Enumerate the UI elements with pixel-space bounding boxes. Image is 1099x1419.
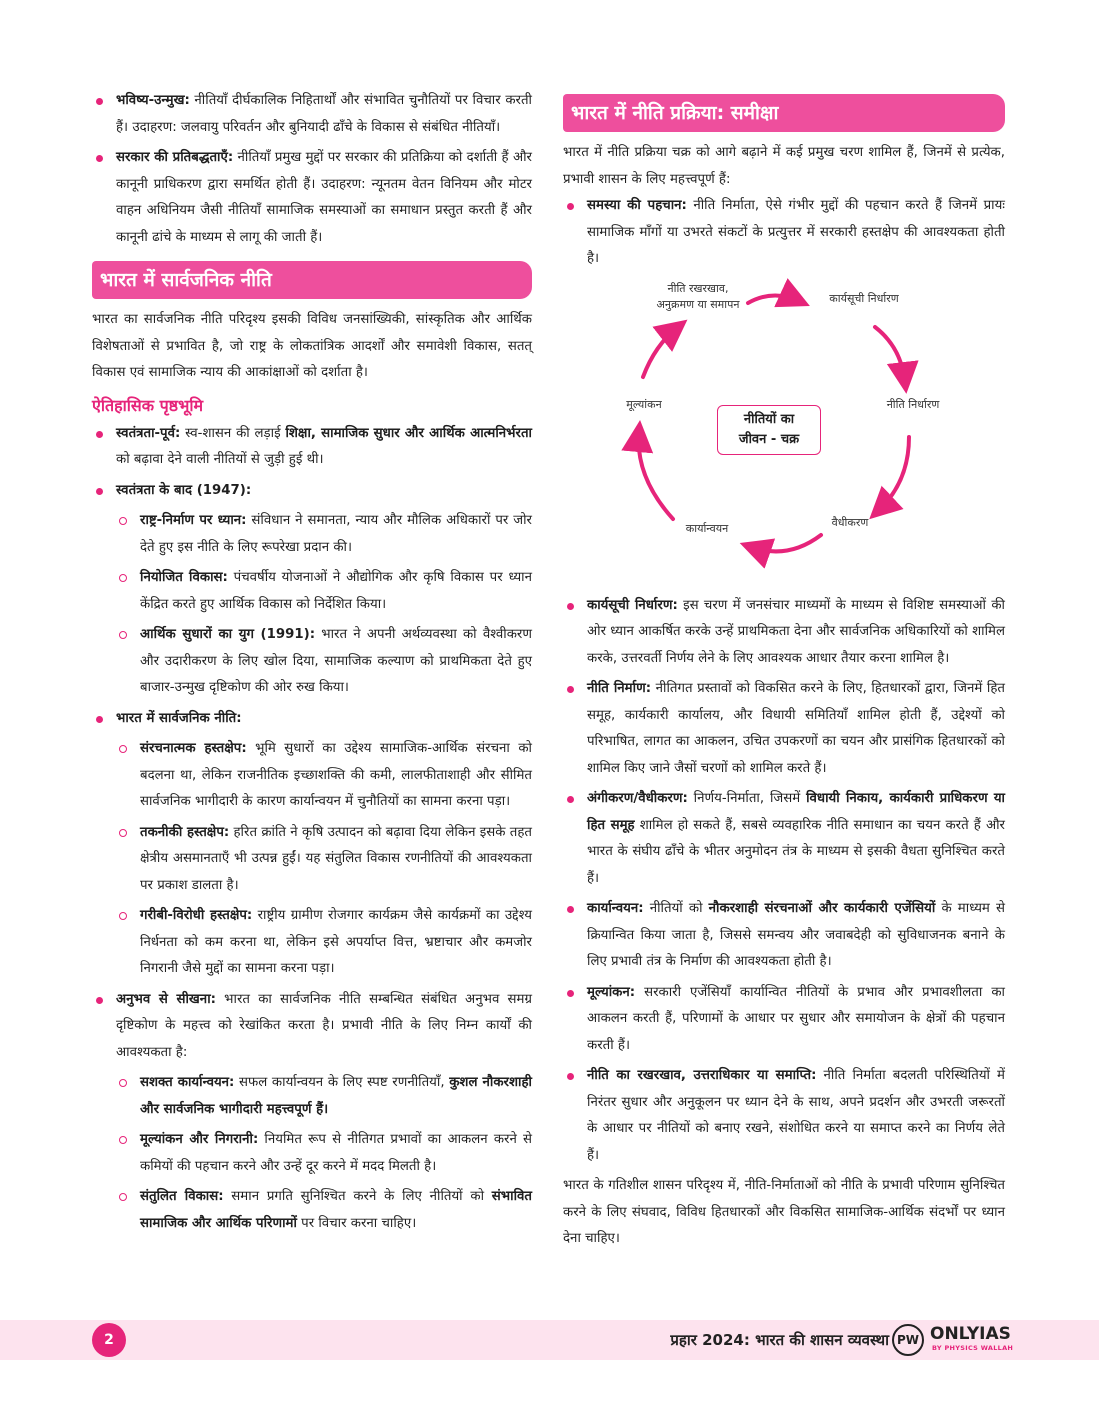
cycle-center-line: नीतियों का — [743, 411, 795, 427]
bullet-text: सरकारी एजेंसियाँ कार्यान्वित नीतियों के प्रभाव और प्रभावशीलता का आकलन करती हैं, परिणामों के आधार पर सुधार और समायोजन के क्षेत्रों की पहचान करती हैं। — [587, 984, 1005, 1053]
sub-term: तकनीकी हस्तक्षेप: — [140, 824, 230, 840]
right-column — [563, 88, 1005, 1253]
page-number: 2 — [92, 1323, 126, 1357]
sub-bullet-structural-intervention — [116, 736, 532, 816]
sub-bullet-evaluation-monitoring — [116, 1127, 532, 1180]
cycle-label-maintenance — [633, 281, 763, 313]
bullet-text: के माध्यम से क्रियान्वित किया जाता है, जिससे समन्वय और जवाबदेही को सुविधाजनक बनाने के लिए प्रभावी तंत्र के निर्माण की आवश्यकता होती है। — [587, 901, 1005, 969]
sub-term: संरचनात्मक हस्तक्षेप: — [140, 741, 247, 756]
arrow-to-legitimation — [878, 437, 909, 511]
bullet-emphasis: नौकरशाही संरचनाओं और कार्यकारी एजेंसियों — [708, 901, 936, 916]
bullet-text: नीतियाँ दीर्घकालिक निहितार्थों और संभावित चुनौतियों पर विचार करती हैं। उदाहरण: जलवायु परिवर्तन और बुनियादी ढाँचे के विकास से संबंधित नीतियाँ। — [116, 93, 532, 135]
sub-term: सशक्त कार्यान्वयन: — [140, 1075, 235, 1090]
bullet-policy-maintenance — [563, 1063, 1005, 1169]
sub-emphasis: कुशल नौकरशाही और सार्वजनिक भागीदारी महत्त्वपूर्ण हैं। — [140, 1075, 532, 1117]
bullet-term: मूल्यांकन: — [587, 984, 636, 1000]
bullet-term: नीति का रखरखाव, उत्तराधिकार या समाप्ति: — [587, 1068, 817, 1083]
bullet-text: स्व-शासन की लड़ाई — [180, 425, 286, 441]
bullet-policy-formulation — [563, 676, 1005, 782]
bullet-text: भारत का सार्वजनिक नीति सम्बन्धित संबंधित अनुभव समग्र दृष्टिकोण के महत्त्व को रेखांकित करता है। प्रभावी नीति के लिए निम्न कार्यों की आवश्यकता है: — [116, 991, 532, 1060]
bullet-government-commitment — [92, 145, 532, 251]
cycle-label-line: अनुक्रमण या समापन — [656, 297, 740, 311]
bullet-term: कार्यान्वयन: — [587, 901, 644, 916]
sub-text: हरित क्रांति ने कृषि उत्पादन को बढ़ावा दिया लेकिन इसके तहत क्षेत्रीय असमानताएँ भी उत्पन्न हुईं। यह संतुलित विकास रणनीतियों की आवश्यकता पर प्रकाश डालता है। — [140, 824, 532, 893]
bullet-future-oriented — [92, 88, 532, 141]
brand-subtitle: BY PHYSICS WALLAH — [932, 1344, 1014, 1352]
bullet-adoption-legitimation — [563, 786, 1005, 892]
bullet-text: नीतिगत प्रस्तावों को विकसित करने के लिए, हितधारकों द्वारा, जिनमें हित समूह, कार्यकारी कार्यालय, और विधायी समितियाँ शामिल होती हैं, उद्देश्यों को परिभाषित, लागत का आकलन, उचित उपकरणों का चयन और प्रासंगिक हितधारकों को शामिल किए जाने जैसों चरणों को शामिल करते हैं। — [587, 681, 1005, 776]
bullet-text: नीति निर्माता बदलती परिस्थितियों में निरंतर सुधार और अनुकूलन पर ध्यान देने के साथ, अपने प्रदर्शन और उभरती जरूरतों के आधार पर नीतियों को बनाए रखने, संशोधित करने या समाप्त करने का निर्णय लेते हैं। — [587, 1068, 1006, 1163]
cycle-label-policy-formulation: नीति निर्धारण — [886, 397, 940, 411]
policy-lifecycle-diagram — [563, 277, 1005, 587]
bullet-term: अनुभव से सीखना: — [116, 991, 216, 1007]
bullet-term: स्वतंत्रता के बाद (1947): — [116, 482, 252, 498]
sub-text: संविधान ने समानता, न्याय और मौलिक अधिकारों पर जोर देते हुए इस नीति के लिए रूपरेखा प्रदान की। — [140, 513, 532, 555]
sub-bullet-nation-building — [116, 508, 532, 561]
cycle-label-legitimation: वैधीकरण — [831, 515, 869, 529]
cycle-center-line: जीवन - चक्र — [738, 431, 800, 447]
sub-term: गरीबी-विरोधी हस्तक्षेप: — [140, 908, 253, 923]
sub-text: समान प्रगति सुनिश्चित करने के लिए नीतियों को — [223, 1189, 492, 1204]
bullet-text: निर्णय-निर्माता, जिसमें — [687, 791, 807, 806]
bullet-learning-from-experience — [92, 987, 532, 1067]
sub-bullet-balanced-development — [116, 1184, 532, 1237]
cycle-center-title — [717, 405, 821, 455]
policy-process-intro: भारत में नीति प्रक्रिया चक्र को आगे बढ़ाने में कई प्रमुख चरण शामिल हैं, जिनमें से प्रत्येक, प्रभावी शासन के लिए महत्त्वपूर्ण हैं: — [563, 145, 1005, 187]
sub-text: राष्ट्रीय ग्रामीण रोजगार कार्यक्रम जैसे कार्यक्रमों का उद्देश्य निर्धनता को कम करना था, लेकिन इसे अपर्याप्त वित्त, भ्रष्टाचार और कमजोर निगरानी जैसे मुद्दों का सामना करना पड़ा। — [140, 908, 532, 976]
bullet-text: शामिल हो सकते हैं, सबसे व्यवहारिक नीति समाधान का चयन करते हैं और भारत के संघीय ढाँचे के भीतर अनुमोदन तंत्र के माध्यम से इसकी वैधता सुनिश्चित करते हैं। — [587, 817, 1005, 886]
bullet-agenda-setting — [563, 593, 1005, 673]
bullet-public-policy-india — [92, 706, 532, 733]
section-banner-public-policy: भारत में सार्वजनिक नीति — [92, 261, 532, 299]
closing-paragraph: भारत के गतिशील शासन परिदृश्य में, नीति-निर्माताओं को नीति के प्रभावी परिणाम सुनिश्चित करने के लिए संघवाद, विविध हितधारकों और विकसित सामाजिक-आर्थिक संदर्भों पर ध्यान देना चाहिए। — [563, 1178, 1005, 1246]
bullet-term: अंगीकरण/वैधीकरण: — [587, 791, 688, 806]
sub-text: भूमि सुधारों का उद्देश्य सामाजिक-आर्थिक संरचना को बदलना था, लेकिन राजनीतिक इच्छाशक्ति की कमी, लालफीताशाही और सीमित सार्वजनिक भागीदारी के कारण कार्यान्वयन में चुनौतियों का सामना करना पड़ा। — [140, 741, 532, 809]
cycle-label-line: नीति रखरखाव, — [667, 281, 729, 295]
sub-text: भारत ने अपनी अर्थव्यवस्था को वैश्वीकरण और उदारीकरण के लिए खोल दिया, सामाजिक कल्याण को प्राथमिकता देते हुए बाजार-उन्मुख दृष्टिकोण की ओर रुख किया। — [140, 627, 532, 695]
bullet-text: नीति निर्माता, ऐसे गंभीर मुद्दों की पहचान करते हैं जिनमें प्रायः सामाजिक माँगों या उभरते संकटों के प्रत्युत्तर में सरकारी हस्तक्षेप की आवश्यकता होती है। — [587, 198, 1005, 266]
sub-bullet-technical-intervention — [116, 820, 532, 900]
public-policy-intro: भारत का सार्वजनिक नीति परिदृश्य इसकी विविध जनसांख्यिकी, सांस्कृतिक और आर्थिक विशेषताओं से प्रभावित है, जो राष्ट्र के लोकतांत्रिक आदर्शों और समावेशी विकास, सतत् विकास एवं सामाजिक न्याय की आकांक्षाओं को दर्शाता है। — [92, 312, 532, 380]
bullet-implementation — [563, 896, 1005, 976]
sub-bullet-strong-implementation — [116, 1070, 532, 1123]
subheading-historical-background: ऐतिहासिक पृष्ठभूमि — [92, 395, 204, 415]
bullet-text: को बढ़ावा देने वाली नीतियों से जुड़ी हुई थी। — [116, 452, 324, 467]
sub-term: आर्थिक सुधारों का युग (1991): — [140, 627, 316, 642]
pw-logo-icon: PW — [892, 1324, 924, 1356]
cycle-label-agenda-setting: कार्यसूची निर्धारण — [829, 291, 899, 305]
arrow-to-policy-formulation — [875, 327, 905, 382]
brand-name: ONLYIAS — [930, 1324, 1011, 1344]
bullet-text: नीतियाँ प्रमुख मुद्दों पर सरकार की प्रतिक्रिया को दर्शाती हैं और कानूनी प्राधिकरण द्वारा समर्थित होती हैं। उदाहरण: न्यूनतम वेतन विनियम और मोटर वाहन अधिनियम जैसी नीतियाँ सामाजिक समस्याओं का समाधान प्रस्तुत करती हैं और कानूनी ढांचे के माध्यम से लागू की जाती हैं। — [116, 150, 532, 245]
sub-bullet-planned-development — [116, 565, 532, 618]
sub-term: राष्ट्र-निर्माण पर ध्यान: — [140, 513, 247, 528]
section-banner-policy-process: भारत में नीति प्रक्रिया: समीक्षा — [563, 94, 1005, 132]
bullet-term: कार्यसूची निर्धारण: — [587, 597, 678, 613]
sub-text: नियमित रूप से नीतिगत प्रभावों का आकलन करने से कमियों की पहचान करने और उन्हें दूर करने में मदद मिलती है। — [140, 1132, 532, 1174]
bullet-term: समस्या की पहचान: — [587, 198, 687, 213]
sub-text: पर विचार करना चाहिए। — [296, 1215, 417, 1231]
sub-text: सफल कार्यान्वयन के लिए स्पष्ट रणनीतियाँ, — [234, 1075, 450, 1090]
bullet-text: इस चरण में जनसंचार माध्यमों के माध्यम से विशिष्ट समस्याओं की ओर ध्यान आकर्षित करके उन्हें प्राथमिकता देना और सार्वजनिक अधिकारियों को शामिल करके, उत्तरवर्ती निर्णय लेने के लिए आवश्यक आधार तैयार करना शामिल है। — [587, 597, 1005, 666]
bullet-term: भविष्य-उन्मुख: — [116, 93, 190, 108]
cycle-label-implementation: कार्यान्वयन — [685, 521, 729, 535]
arrow-to-maintenance — [643, 327, 678, 377]
sub-term: मूल्यांकन और निगरानी: — [140, 1132, 259, 1147]
bullet-evaluation — [563, 980, 1005, 1060]
arrow-to-implementation — [751, 535, 821, 551]
bullet-term: नीति निर्माण: — [587, 681, 652, 696]
sub-bullet-economic-reforms — [116, 622, 532, 702]
sub-text: पंचवर्षीय योजनाओं ने औद्योगिक और कृषि विकास पर ध्यान केंद्रित करते हुए आर्थिक विकास को निर्देशित किया। — [140, 570, 532, 612]
sub-term: संतुलित विकास: — [140, 1189, 224, 1204]
bullet-text: नीतियों को — [643, 901, 709, 916]
bullet-term: भारत में सार्वजनिक नीति: — [116, 710, 242, 726]
bullet-post-independence — [92, 478, 532, 505]
cycle-label-evaluation: मूल्यांकन — [626, 397, 662, 411]
bullet-problem-identification — [563, 193, 1005, 273]
footer-title: प्रहार 2024: भारत की शासन व्यवस्था — [670, 1331, 889, 1349]
left-column — [92, 88, 532, 1241]
sub-emphasis: संभावित सामाजिक और आर्थिक परिणामों — [140, 1189, 532, 1231]
sub-bullet-anti-poverty — [116, 903, 532, 983]
bullet-term: स्वतंत्रता-पूर्व: — [116, 425, 181, 441]
bullet-term: सरकार की प्रतिबद्धताएँ: — [116, 150, 234, 165]
bullet-emphasis: विधायी निकाय, कार्यकारी प्राधिकरण या हित समूह — [587, 791, 1005, 833]
bullet-emphasis: शिक्षा, सामाजिक सुधार और आर्थिक आत्मनिर्भरता — [285, 425, 532, 441]
sub-term: नियोजित विकास: — [140, 570, 228, 585]
arrow-to-evaluation — [639, 432, 673, 519]
bullet-pre-independence — [92, 421, 532, 474]
